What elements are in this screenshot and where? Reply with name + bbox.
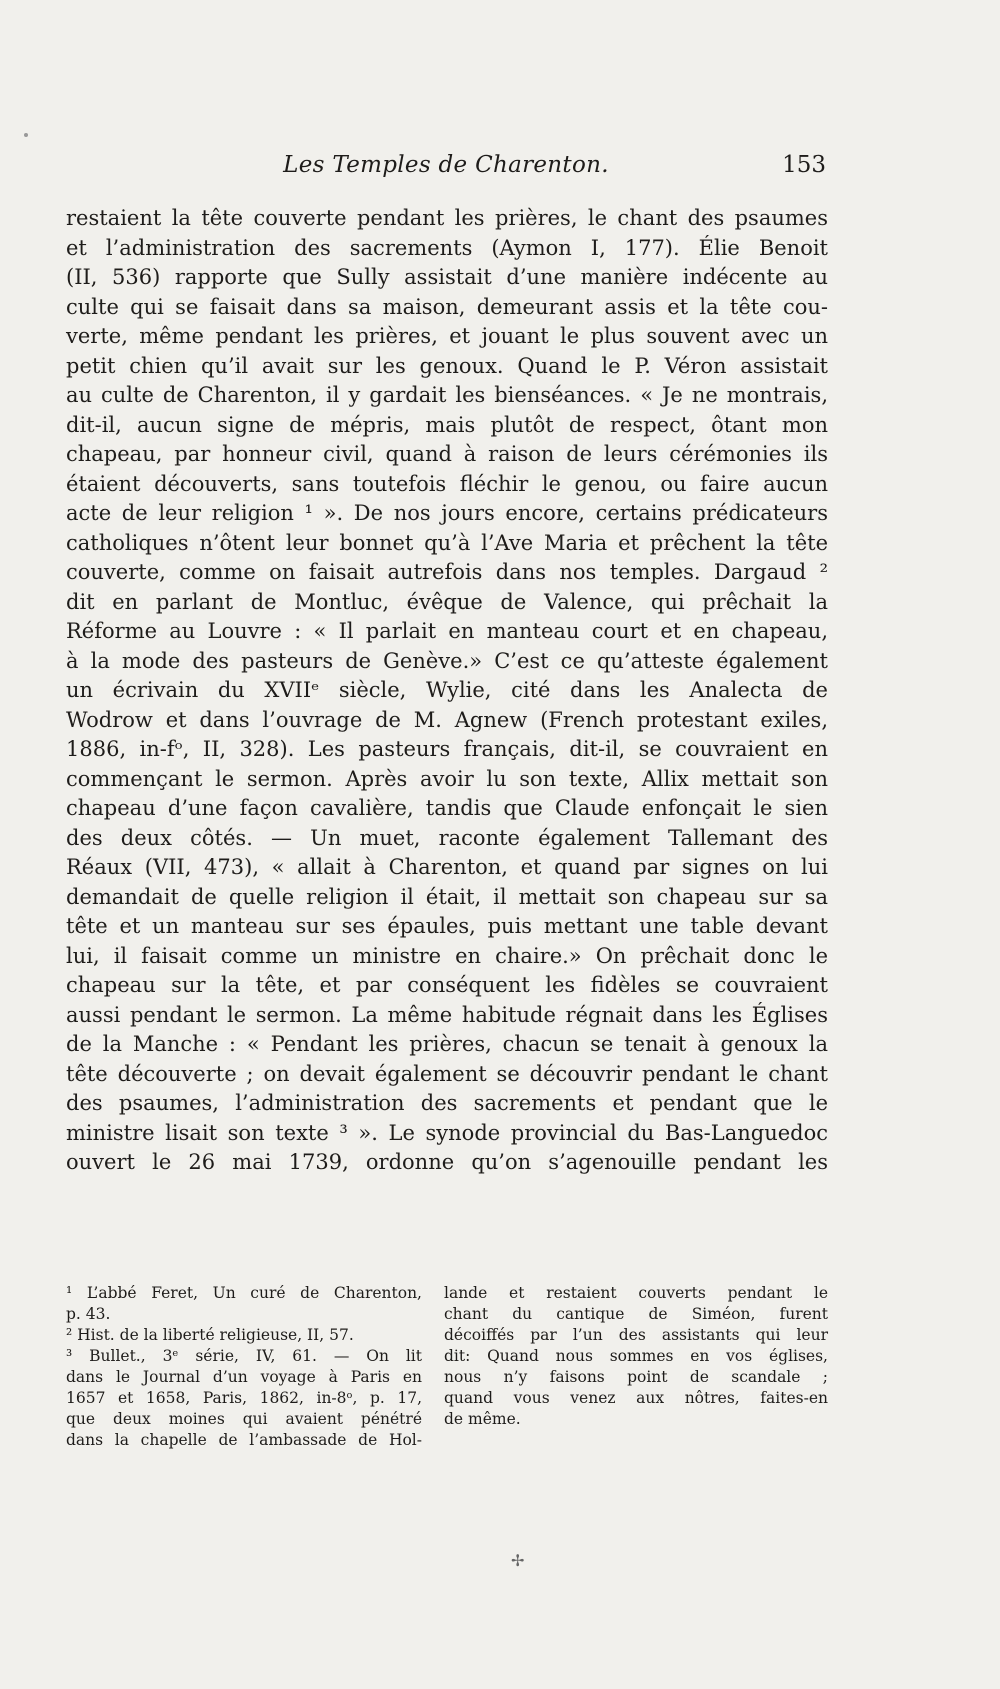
- text-line: ouvert le 26 mai 1739, ordonne qu’on s’agenouille pendant les: [66, 1150, 828, 1174]
- text-line: chapeau, par honneur civil, quand à raison de leurs cérémonies ils: [66, 442, 828, 466]
- text-line: Réforme au Louvre : « Il parlait en manteau court et en chapeau,: [66, 619, 828, 643]
- footnote-line: ² Hist. de la liberté religieuse, II, 57.: [66, 1326, 354, 1344]
- text-line: et l’administration des sacrements (Aymon I, 177). Élie Benoit: [66, 235, 828, 260]
- footnotes-right-column: [444, 1283, 828, 1430]
- footnote-line: dans la chapelle de l’ambassade de Hol-: [66, 1431, 422, 1449]
- text-line: acte de leur religion ¹ ». De nos jours encore, certains prédicateurs: [66, 501, 828, 525]
- text-line: des deux côtés. — Un muet, raconte également Tallemant des: [66, 825, 828, 850]
- text-line: demandait de quelle religion il était, il mettait son chapeau sur sa: [66, 884, 828, 909]
- text-line: catholiques n’ôtent leur bonnet qu’à l’Ave Maria et prêchent la tête: [66, 530, 828, 555]
- text-line: au culte de Charenton, il y gardait les bienséances. « Je ne montrais,: [66, 383, 828, 407]
- body-text: [66, 204, 828, 1178]
- text-line: ministre lisait son texte ³ ». Le synode provincial du Bas-Languedoc: [66, 1120, 828, 1145]
- footnote-line: ³ Bullet., 3ᵉ série, IV, 61. — On lit: [66, 1347, 422, 1365]
- footnote-line: 1657 et 1658, Paris, 1862, in-8ᵒ, p. 17,: [66, 1389, 422, 1407]
- footnotes-left-column: [66, 1283, 422, 1451]
- text-line: Wodrow et dans l’ouvrage de M. Agnew (French protestant exiles,: [66, 707, 828, 732]
- printer-mark: ✢: [511, 1551, 525, 1570]
- running-title: Les Temples de Charenton.: [283, 152, 609, 178]
- footnote-line: lande et restaient couverts pendant le: [444, 1284, 828, 1302]
- footnote-line: quand vous venez aux nôtres, faites-en: [444, 1389, 828, 1407]
- text-line: verte, même pendant les prières, et jouant le plus souvent avec un: [66, 324, 828, 348]
- text-line: aussi pendant le sermon. La même habitude régnait dans les Églises: [66, 1002, 828, 1027]
- text-line: tête et un manteau sur ses épaules, puis mettant une table devant: [66, 914, 828, 938]
- footnote-line: décoiffés par l’un des assistants qui leur: [444, 1326, 828, 1344]
- footnote-line: ¹ L’abbé Feret, Un curé de Charenton,: [66, 1284, 422, 1302]
- text-line: dit en parlant de Montluc, évêque de Valence, qui prêchait la: [66, 589, 828, 614]
- text-line: étaient découverts, sans toutefois fléchir le genou, ou faire aucun: [66, 471, 828, 496]
- text-line: culte qui se faisait dans sa maison, demeurant assis et la tête cou-: [66, 294, 828, 319]
- text-line: 1886, in-fᵒ, II, 328). Les pasteurs français, dit-il, se couvraient en: [66, 737, 828, 761]
- text-line: restaient la tête couverte pendant les prières, le chant des psaumes: [66, 206, 828, 230]
- text-line: tête découverte ; on devait également se découvrir pendant le chant: [66, 1061, 828, 1086]
- text-line: chapeau sur la tête, et par conséquent les fidèles se couvraient: [66, 973, 828, 997]
- footnote-line: p. 43.: [66, 1305, 111, 1323]
- page-speck: [24, 133, 28, 137]
- page-number: 153: [782, 152, 826, 178]
- text-line: (II, 536) rapporte que Sully assistait d’une manière indécente au: [66, 265, 828, 289]
- footnote-line: chant du cantique de Siméon, furent: [444, 1305, 828, 1323]
- footnote-line: nous n’y faisons point de scandale ;: [444, 1368, 828, 1386]
- footnote-line: que deux moines qui avaient pénétré: [66, 1410, 422, 1428]
- text-line: lui, il faisait comme un ministre en chaire.» On prêchait donc le: [66, 943, 828, 968]
- text-line: Réaux (VII, 473), « allait à Charenton, et quand par signes on lui: [66, 855, 828, 879]
- footnote-line: dit: Quand nous sommes en vos églises,: [444, 1347, 828, 1365]
- text-line: un écrivain du XVIIᵉ siècle, Wylie, cité dans les Analecta de: [66, 678, 828, 702]
- text-line: chapeau d’une façon cavalière, tandis que Claude enfonçait le sien: [66, 796, 828, 820]
- text-line: couverte, comme on faisait autrefois dans nos temples. Dargaud ²: [66, 560, 828, 584]
- text-line: à la mode des pasteurs de Genève.» C’est ce qu’atteste également: [66, 648, 828, 673]
- footnote-line: de même.: [444, 1410, 521, 1428]
- text-line: petit chien qu’il avait sur les genoux. Quand le P. Véron assistait: [66, 353, 828, 378]
- text-line: commençant le sermon. Après avoir lu son texte, Allix mettait son: [66, 766, 828, 791]
- text-line: des psaumes, l’administration des sacrements et pendant que le: [66, 1091, 828, 1115]
- text-line: dit-il, aucun signe de mépris, mais plutôt de respect, ôtant mon: [66, 412, 828, 437]
- running-header: [66, 152, 826, 192]
- text-line: de la Manche : « Pendant les prières, chacun se tenait à genoux la: [66, 1032, 828, 1056]
- footnote-line: dans le Journal d’un voyage à Paris en: [66, 1368, 422, 1386]
